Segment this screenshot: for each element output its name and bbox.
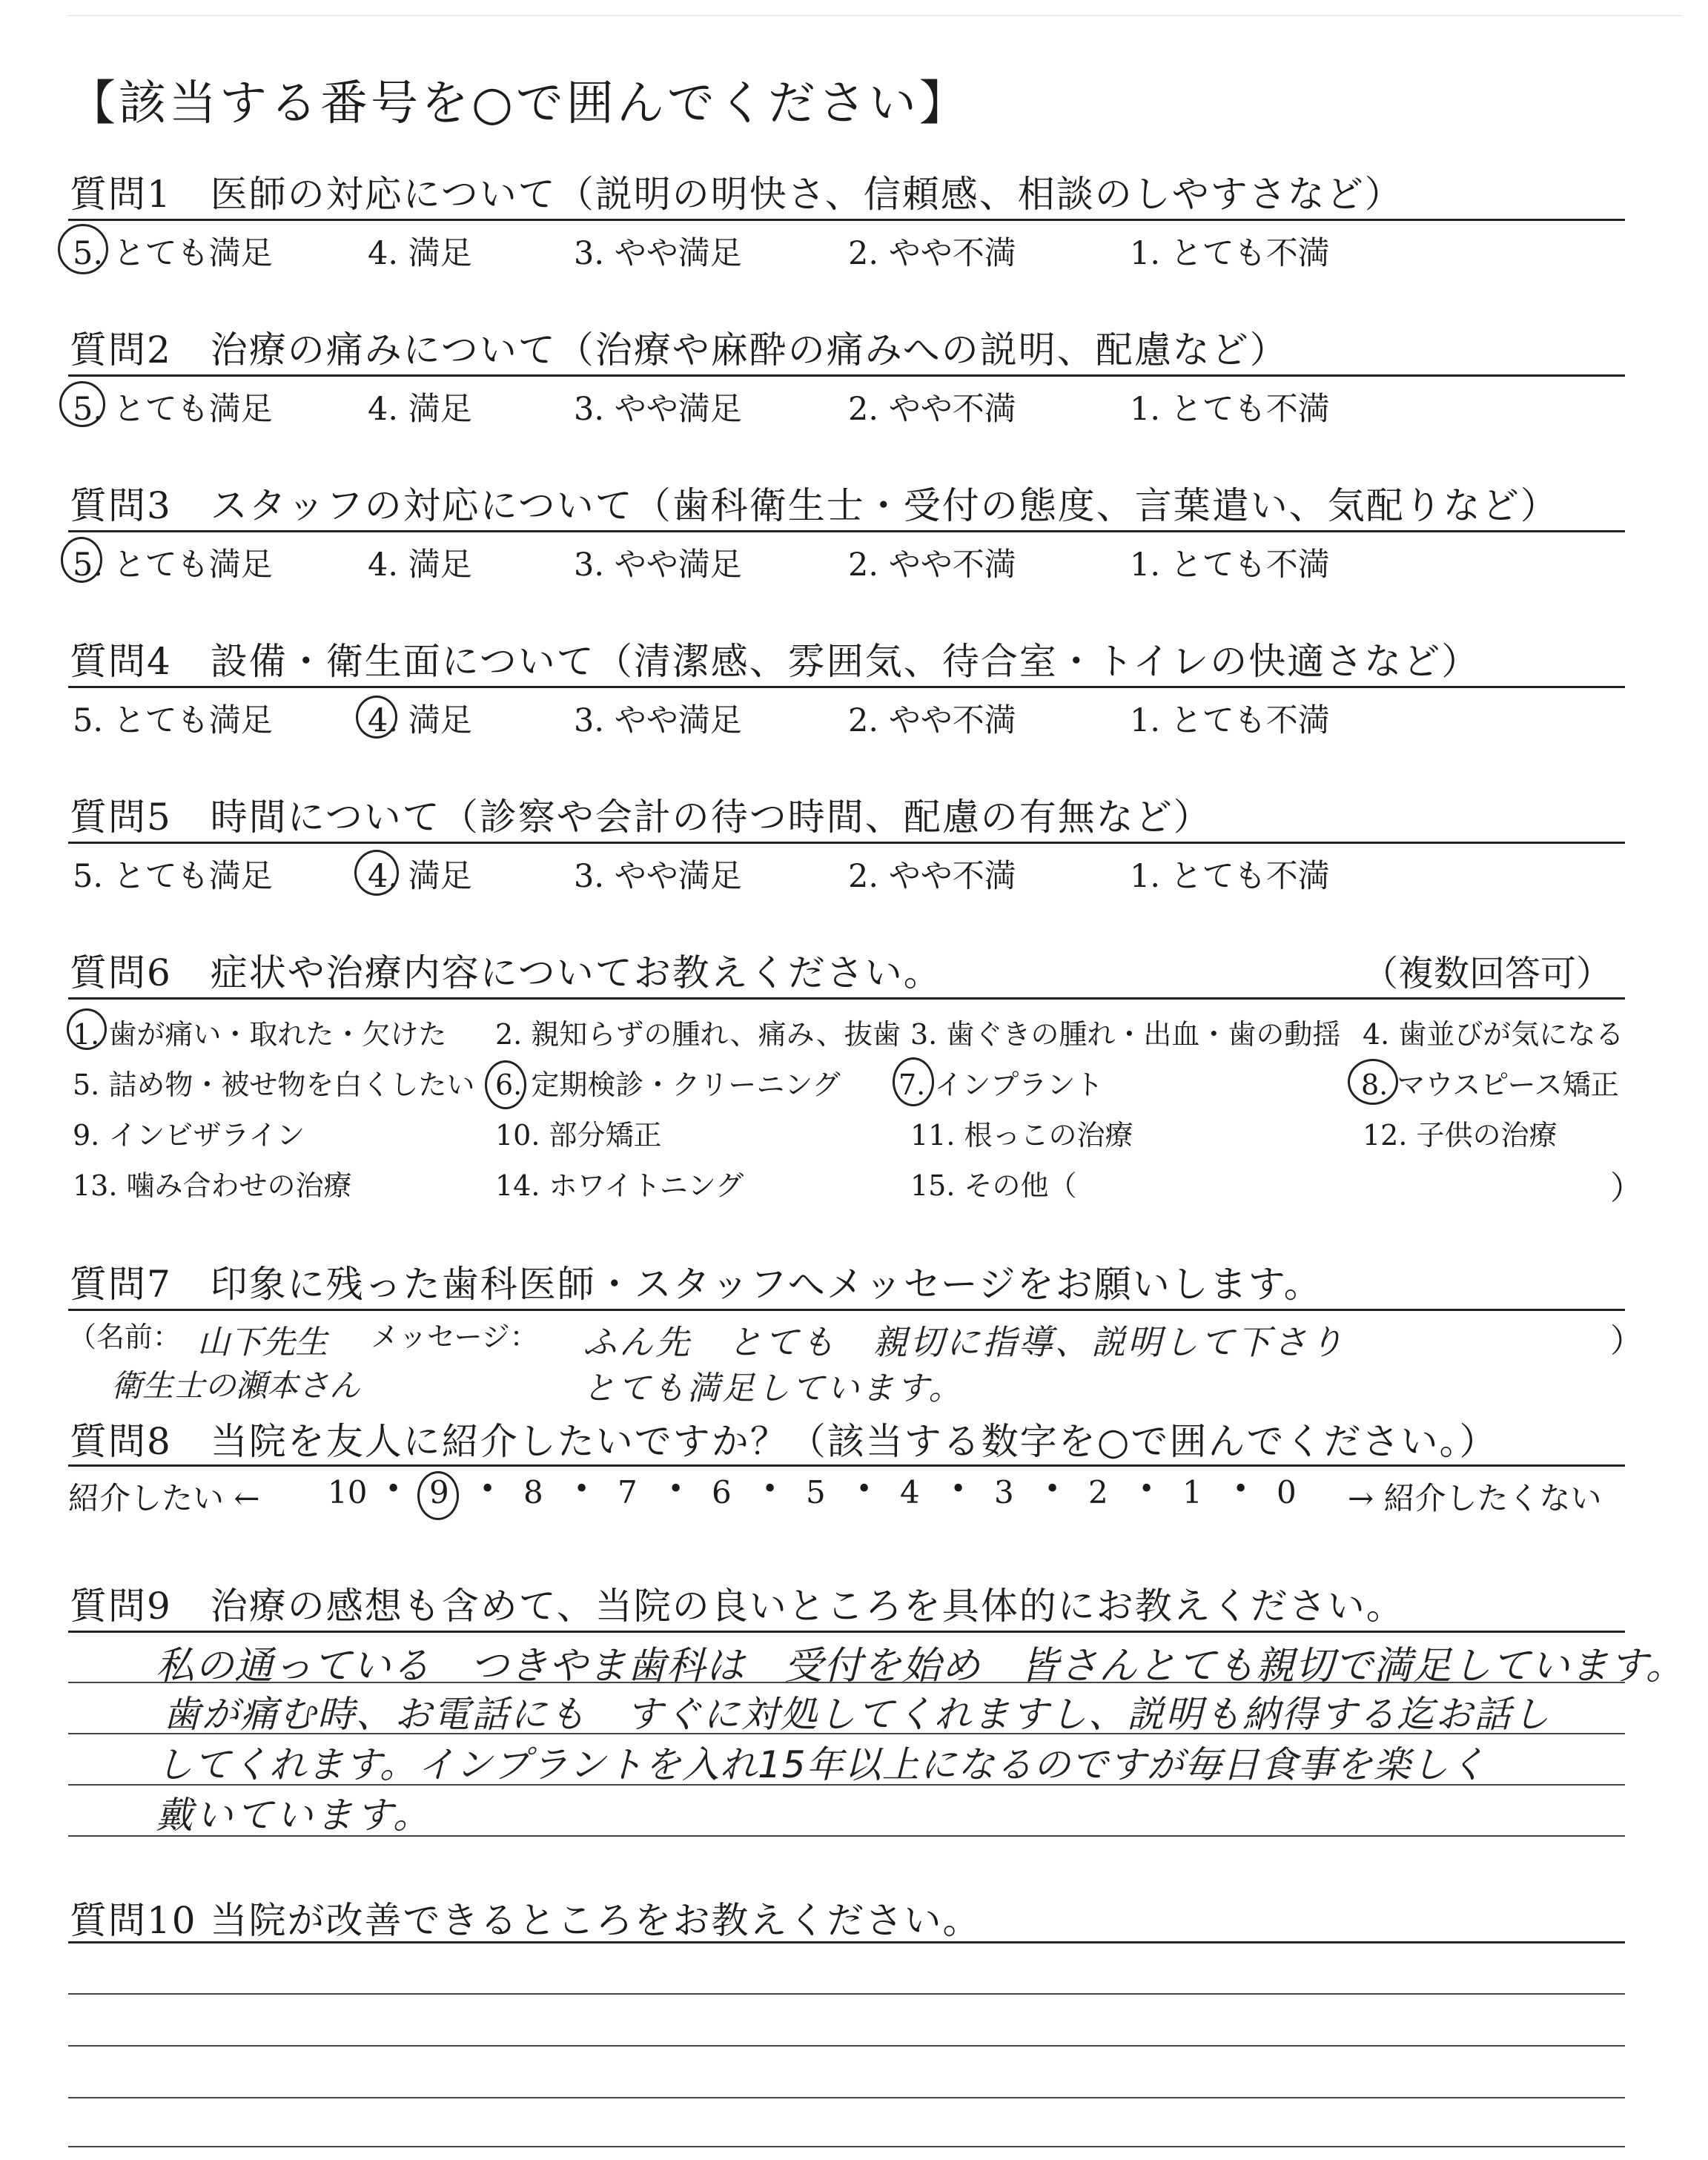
- q2-option-4[interactable]: 4. 満足: [368, 391, 472, 428]
- q9-handwritten-answer-1: 私の通っている つきやま歯科は 受付を始め 皆さんとても親切で満足しています。: [156, 1644, 1685, 1688]
- q8-dot-separator: •: [668, 1474, 684, 1505]
- question-1-rule: [68, 219, 1625, 221]
- q6-option-8[interactable]: 8. マウスピース矯正: [1361, 1069, 1619, 1101]
- q7-handwritten-name-2: 衛生士の瀬本さん: [111, 1367, 361, 1404]
- question-4-rule: [68, 686, 1625, 688]
- q10-answer-line-4: [68, 2146, 1625, 2147]
- question-10-rule: [68, 1941, 1625, 1943]
- question-6-multiple-note: （複数回答可）: [1363, 953, 1612, 994]
- q8-number-5[interactable]: 5: [806, 1474, 826, 1510]
- q6-selection-circle-8: [1348, 1059, 1398, 1105]
- q5-option-4[interactable]: 4. 満足: [368, 858, 472, 895]
- q8-number-1[interactable]: 1: [1182, 1474, 1202, 1510]
- q3-option-5[interactable]: 5. とても満足: [73, 546, 273, 584]
- q8-dot-separator: •: [385, 1474, 402, 1505]
- q6-option-2[interactable]: 2. 親知らずの腫れ、痛み、抜歯: [495, 1018, 901, 1051]
- q1-option-4[interactable]: 4. 満足: [368, 235, 472, 272]
- q7-handwritten-message-2: とても満足しています。: [583, 1370, 964, 1407]
- q6-selection-circle-6: [485, 1060, 526, 1109]
- q6-option-6[interactable]: 6. 定期検診・クリーニング: [495, 1069, 841, 1101]
- q2-option-1[interactable]: 1. とても不満: [1130, 391, 1330, 428]
- q7-close-paren: ）: [1610, 1322, 1643, 1360]
- q8-right-label: → 紹介したくない: [1348, 1480, 1602, 1516]
- q6-option-7[interactable]: 7. インプラント: [898, 1069, 1104, 1101]
- q3-option-2[interactable]: 2. やや不満: [848, 546, 1016, 584]
- q8-number-4[interactable]: 4: [900, 1474, 920, 1510]
- q6-option-10[interactable]: 10. 部分矯正: [495, 1119, 662, 1152]
- q6-selection-circle-7: [893, 1057, 934, 1106]
- q7-name-label: （名前：: [68, 1321, 182, 1353]
- q8-number-10[interactable]: 10: [328, 1474, 368, 1510]
- q4-option-3[interactable]: 3. やや満足: [574, 702, 742, 739]
- q2-option-3[interactable]: 3. やや満足: [574, 391, 742, 428]
- question-8-rule: [68, 1464, 1625, 1467]
- question-10-title: 質問10 当院が改善できるところをお教えください。: [70, 1899, 982, 1942]
- question-6-rule: [68, 997, 1625, 1000]
- q9-handwritten-answer-3: してくれます。インプラントを入れ15年以上になるのですが毎日食事を楽しく: [156, 1743, 1487, 1786]
- q1-option-1[interactable]: 1. とても不満: [1130, 235, 1330, 272]
- q3-selection-circle: [61, 537, 102, 583]
- q4-option-1[interactable]: 1. とても不満: [1130, 702, 1330, 739]
- q8-dot-separator: •: [574, 1474, 590, 1505]
- question-3-title: 質問3 スタッフの対応について（歯科衛生士・受付の態度、言葉遣い、気配りなど）: [70, 484, 1559, 527]
- question-5-rule: [68, 842, 1625, 844]
- q6-option-3[interactable]: 3. 歯ぐきの腫れ・出血・歯の動揺: [910, 1018, 1341, 1051]
- q6-selection-circle-1: [67, 1008, 107, 1050]
- q8-dot-separator: •: [856, 1474, 873, 1505]
- q6-option-13[interactable]: 13. 噛み合わせの治療: [73, 1169, 352, 1202]
- q10-answer-line-3: [68, 2097, 1625, 2098]
- question-9-rule: [68, 1631, 1625, 1633]
- q1-option-3[interactable]: 3. やや満足: [574, 235, 742, 272]
- q6-option-14[interactable]: 14. ホワイトニング: [495, 1169, 744, 1202]
- question-4-title: 質問4 設備・衛生面について（清潔感、雰囲気、待合室・トイレの快適さなど）: [70, 640, 1480, 683]
- q8-number-2[interactable]: 2: [1088, 1474, 1108, 1510]
- question-6-title: 質問6 症状や治療内容についてお教えください。: [70, 951, 942, 994]
- q1-selection-circle: [58, 224, 108, 274]
- q9-handwritten-answer-2: 歯が痛む時、お電話にも すぐに対処してくれますし、説明も納得する迄お話し: [163, 1693, 1551, 1736]
- q5-option-1[interactable]: 1. とても不満: [1130, 858, 1330, 895]
- question-8-title: 質問8 当院を友人に紹介したいですか？（該当する数字を○で囲んでください。）: [70, 1420, 1498, 1463]
- q3-option-1[interactable]: 1. とても不満: [1130, 546, 1330, 584]
- page-top-edge: [67, 15, 1683, 16]
- question-7-rule: [68, 1309, 1625, 1311]
- q6-option-11[interactable]: 11. 根っこの治療: [910, 1119, 1133, 1152]
- q5-option-3[interactable]: 3. やや満足: [574, 858, 742, 895]
- q5-selection-circle: [354, 850, 399, 896]
- q8-number-8[interactable]: 8: [523, 1474, 543, 1510]
- q4-option-2[interactable]: 2. やや不満: [848, 702, 1016, 739]
- q8-number-7[interactable]: 7: [618, 1474, 638, 1510]
- q7-handwritten-message-1: ふん先 とても 親切に指導、説明して下さり: [583, 1322, 1345, 1362]
- q8-number-3[interactable]: 3: [994, 1474, 1014, 1510]
- question-2-rule: [68, 374, 1625, 377]
- q8-dot-separator: •: [950, 1474, 967, 1505]
- q6-option-9[interactable]: 9. インビザライン: [73, 1119, 305, 1152]
- question-7-title: 質問7 印象に残った歯科医師・スタッフへメッセージをお願いします。: [70, 1263, 1323, 1306]
- q4-option-4[interactable]: 4. 満足: [368, 702, 472, 739]
- question-1-title: 質問1 医師の対応について（説明の明快さ、信頼感、相談のしやすさなど）: [70, 173, 1403, 216]
- q8-number-6[interactable]: 6: [712, 1474, 732, 1510]
- q8-selection-circle: [417, 1471, 459, 1520]
- q5-option-5[interactable]: 5. とても満足: [73, 858, 273, 895]
- q5-option-2[interactable]: 2. やや不満: [848, 858, 1016, 895]
- q6-option-1[interactable]: 1. 歯が痛い・取れた・欠けた: [73, 1018, 447, 1051]
- q1-option-2[interactable]: 2. やや不満: [848, 235, 1016, 272]
- q6-option-5[interactable]: 5. 詰め物・被せ物を白くしたい: [73, 1069, 475, 1101]
- question-2-title: 質問2 治療の痛みについて（治療や麻酔の痛みへの説明、配慮など）: [70, 328, 1288, 371]
- q2-option-2[interactable]: 2. やや不満: [848, 391, 1016, 428]
- q2-option-5[interactable]: 5. とても満足: [73, 391, 273, 428]
- q4-option-5[interactable]: 5. とても満足: [73, 702, 273, 739]
- q7-message-label: メッセージ：: [371, 1321, 538, 1353]
- q6-option-4[interactable]: 4. 歯並びが気になる: [1363, 1018, 1624, 1051]
- q6-option-15[interactable]: 15. その他（: [910, 1169, 1077, 1202]
- q8-dot-separator: •: [1233, 1474, 1249, 1505]
- question-9-title: 質問9 治療の感想も含めて、当院の良いところを具体的にお教えください。: [70, 1585, 1405, 1628]
- q2-selection-circle: [59, 381, 105, 427]
- q8-number-9[interactable]: 9: [429, 1474, 449, 1510]
- q10-answer-line-1: [68, 1993, 1625, 1995]
- q3-option-4[interactable]: 4. 満足: [368, 546, 472, 584]
- question-5-title: 質問5 時間について（診察や会計の待つ時間、配慮の有無など）: [70, 796, 1212, 839]
- q4-selection-circle: [356, 696, 397, 739]
- form-heading: 【該当する番号を○で囲んでください】: [68, 76, 970, 131]
- q7-handwritten-name-1: 山下先生: [197, 1324, 328, 1361]
- question-3-rule: [68, 530, 1625, 532]
- q9-handwritten-answer-4: 戴いています。: [156, 1794, 433, 1837]
- q1-option-5[interactable]: 5. とても満足: [73, 235, 273, 272]
- q8-dot-separator: •: [1045, 1474, 1061, 1505]
- q8-left-label: 紹介したい ←: [68, 1480, 260, 1516]
- q8-dot-separator: •: [762, 1474, 778, 1505]
- q8-dot-separator: •: [480, 1474, 496, 1505]
- q6-other-close-paren: ）: [1610, 1169, 1643, 1207]
- q8-number-0[interactable]: 0: [1277, 1474, 1297, 1510]
- q3-option-3[interactable]: 3. やや満足: [574, 546, 742, 584]
- q10-answer-line-2: [68, 2045, 1625, 2047]
- q8-dot-separator: •: [1139, 1474, 1155, 1505]
- q6-option-12[interactable]: 12. 子供の治療: [1363, 1119, 1558, 1152]
